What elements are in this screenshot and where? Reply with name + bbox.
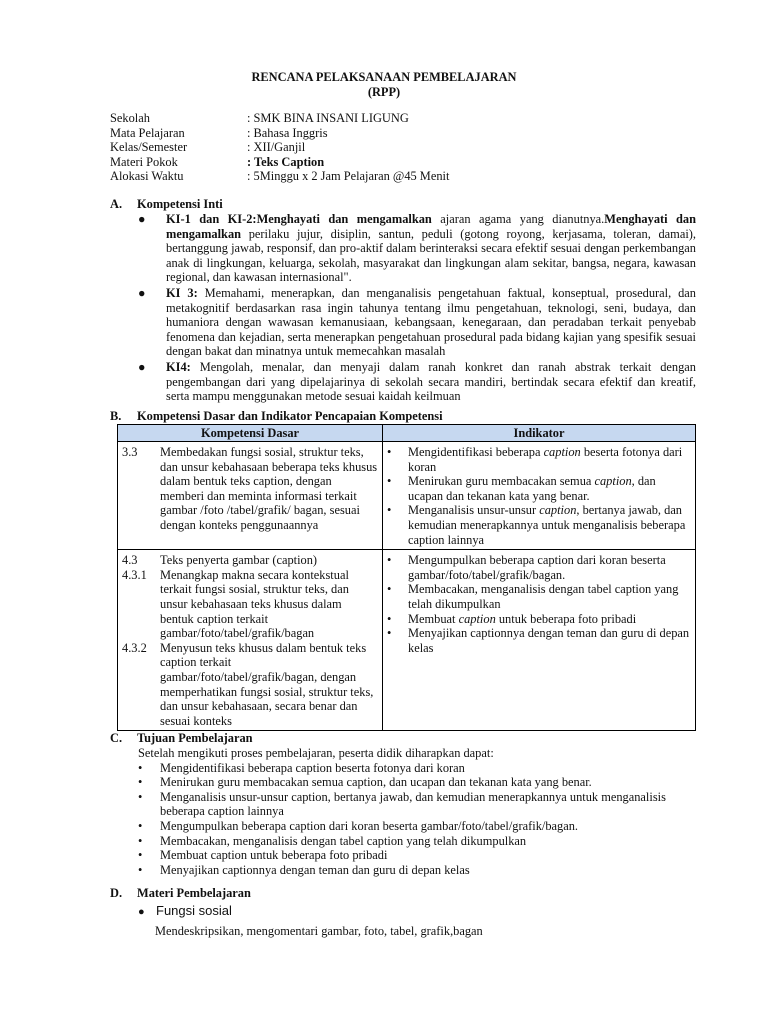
list-item [387, 612, 691, 627]
meta-label: Alokasi Waktu [110, 169, 184, 184]
bullet-icon: • [138, 862, 143, 877]
list-item-ki3 [138, 286, 696, 359]
document-title: RENCANA PELAKSANAAN PEMBELAJARAN [251, 70, 517, 84]
bullet-icon: ● [138, 359, 146, 374]
meta-value: : 5Minggu x 2 Jam Pelajaran @45 Menit [247, 169, 450, 184]
ki1-label: KI-1 dan KI-2:Menghayati dan mengamalkan [166, 212, 432, 226]
indikator-text: Mengumpulkan beberapa caption dari koran beserta gambar/foto/tabel/grafik/bagan. [408, 553, 666, 582]
list-item [387, 553, 691, 582]
section-title: Kompetensi Dasar dan Indikator Pencapaian Kompetensi [137, 409, 443, 423]
tujuan-text: Mengumpulkan beberapa caption dari koran beserta gambar/foto/tabel/grafik/bagan. [160, 818, 579, 833]
kd-text: Menyusun teks khusus dalam bentuk teks caption terkait gambar/foto/tabel/grafik/bagan, dengan memperhatikan fungsi sosial, struktur teks, dan unsur kebahasaan, secara benar dan sesuai konteks [160, 640, 374, 728]
bullet-icon: • [387, 626, 392, 641]
kompetensi-inti-list [138, 212, 696, 405]
list-item [138, 848, 698, 863]
table-row [118, 550, 696, 731]
ki3-text: Memahami, menerapkan, dan menganalisis pengetahuan faktual, konseptual, prosedural, dan metakognitif berdasarkan rasa ingin tahunya tentang ilmu pengetahuan, teknologi, seni, budaya, dan humaniora dengan wawasan kemanusiaan, kebangsaan, kenegaraan, dan peradaban terkait penyebab fenomena dan kejadian, serta menerapkan pengetahuan prosedural pada bidang kajian yang spesifik sesuai dengan bakat dan minatnya untuk memecahkan masalah [166, 285, 696, 359]
indikator-text: Menganalisis unsur-unsur [408, 503, 540, 518]
meta-value: : Teks Caption [247, 154, 325, 169]
kd-text: Teks penyerta gambar (caption) [160, 553, 318, 568]
ki3-label: KI 3: [166, 285, 198, 300]
indikator-text: Mengidentifikasi beberapa [408, 445, 544, 459]
section-b-heading [110, 409, 443, 424]
bullet-icon: • [387, 611, 392, 626]
list-item [387, 445, 691, 474]
bullet-icon: • [138, 848, 143, 863]
kd-number: 3.3 [122, 445, 138, 459]
tujuan-text: Mengidentifikasi beberapa caption beserta fotonya dari koran [160, 760, 465, 775]
indikator-emphasis: caption [458, 611, 496, 626]
indikator-text: , bertanya jawab, dan kemudian menerapkannya untuk menganalisis beberapa caption lainnya [408, 503, 686, 547]
document-title-block [0, 70, 768, 99]
kd-cell [118, 442, 383, 550]
meta-value: : SMK BINA INSANI LIGUNG [247, 111, 409, 125]
bullet-icon: • [387, 553, 392, 568]
indikator-text: Menyajikan captionnya dengan teman dan guru di depan kelas [408, 626, 690, 655]
bullet-icon: ● [138, 212, 146, 226]
ki1-emphasis: Menghayati dan mengamalkan [166, 212, 697, 241]
meta-label: Kelas/Semester [110, 140, 188, 155]
tujuan-intro: Setelah mengikuti proses pembelajaran, peserta didik diharapkan dapat: [138, 746, 494, 760]
indikator-emphasis: caption [539, 503, 577, 518]
materi-description: Mendeskripsikan, mengomentari gambar, foto, tabel, grafik,bagan [155, 924, 483, 938]
meta-label: Mata Pelajaran [110, 125, 185, 140]
bullet-icon: • [138, 760, 143, 775]
indikator-text: beserta fotonya dari koran [408, 445, 683, 474]
section-c-heading [110, 731, 253, 746]
bullet-icon: • [387, 474, 392, 489]
indikator-emphasis: caption [594, 474, 632, 489]
bullet-icon: ● [138, 285, 146, 300]
indikator-cell [383, 442, 696, 550]
column-header-indikator: Indikator [383, 425, 696, 442]
meta-row-alokasi [110, 169, 449, 184]
tujuan-text: Membacakan, menganalisis dengan tabel caption yang telah dikumpulkan [160, 833, 527, 848]
ki1-text-cont: perilaku jujur, disiplin, santun, peduli (gotong royong, kerjasama, toleran, damai), bertanggung jawab, responsif, dan pro-aktif dalam berinteraksi secara efektif sesuai dengan perkembangan anak di lingkungan, keluarga, sekolah, masyarakat dan lingkungan alam sekitar, bangsa, negara, kawasan regional, dan kawasan internasional". [166, 226, 696, 285]
indikator-text: Membuat [408, 611, 459, 626]
tujuan-text: Menirukan guru membacakan semua caption, dan ucapan dan tekanan kata yang benar. [160, 775, 592, 790]
list-item [138, 819, 698, 834]
section-letter: A. [110, 197, 123, 211]
indikator-text: , dan ucapan dan tekanan kata yang benar. [408, 474, 656, 503]
indikator-cell [383, 550, 696, 731]
section-a-heading [110, 197, 223, 212]
column-header-kd: Kompetensi Dasar [118, 425, 383, 442]
meta-value: : Bahasa Inggris [247, 125, 328, 140]
meta-row-kelas [110, 140, 449, 155]
section-title: Kompetensi Inti [137, 197, 223, 211]
bullet-icon: • [138, 775, 143, 790]
kd-number: 4.3.2 [122, 640, 147, 655]
meta-label: Sekolah [110, 111, 150, 125]
kd-indikator-table [117, 424, 696, 731]
meta-label: Materi Pokok [110, 154, 178, 169]
kd-number: 4.3.1 [122, 567, 147, 582]
section-letter: B. [110, 409, 122, 423]
indikator-text: Menirukan guru membacakan semua [408, 474, 595, 489]
ki4-label: KI4: [166, 359, 191, 374]
section-letter: D. [110, 886, 123, 900]
kd-number: 4.3 [122, 553, 138, 568]
list-item [138, 761, 698, 776]
list-item [387, 582, 691, 611]
section-letter: C. [110, 731, 123, 745]
bullet-icon: • [387, 582, 392, 597]
section-title: Tujuan Pembelajaran [137, 731, 253, 745]
tujuan-text: Menganalisis unsur-unsur caption, bertanya jawab, dan kemudian menerapkannya untuk menganalisis beberapa caption lainnya [160, 789, 666, 819]
section-title: Materi Pembelajaran [137, 886, 251, 900]
kd-cell [118, 550, 383, 731]
kd-text: Membedakan fungsi sosial, struktur teks, dan unsur kebahasaan beberapa teks khusus dalam bentuk teks caption, dengan memberi dan meminta informasi terkait gambar /foto /tabel/grafik/ bagan, sesuai dengan konteks penggunaannya [160, 445, 378, 532]
table-header-row [118, 425, 696, 442]
bullet-icon: • [387, 503, 392, 518]
bullet-icon: • [387, 445, 392, 459]
identity-block [110, 111, 449, 184]
materi-item-label: Fungsi sosial [156, 903, 232, 918]
meta-row-sekolah [110, 111, 449, 126]
meta-value: : XII/Ganjil [247, 140, 306, 155]
tujuan-text: Menyajikan captionnya dengan teman dan guru di depan kelas [160, 862, 470, 877]
indikator-emphasis: caption [543, 445, 581, 459]
table-row [118, 442, 696, 550]
kd-text: Menangkap makna secara kontekstual terkait fungsi sosial, struktur teks, dan unsur kebahasaan teks khusus dalam bentuk caption terkait gambar/foto/tabel/grafik/bagan [160, 567, 349, 641]
list-item [138, 775, 698, 790]
list-item-ki1 [138, 212, 696, 285]
meta-row-mapel [110, 126, 449, 141]
indikator-text: untuk beberapa foto pribadi [495, 611, 637, 626]
materi-item [138, 904, 232, 920]
bullet-icon: ● [138, 906, 145, 918]
list-item [138, 863, 698, 878]
list-item [387, 474, 691, 503]
bullet-icon: • [138, 833, 143, 848]
document-subtitle: (RPP) [367, 84, 401, 99]
list-item [387, 503, 691, 547]
ki1-text: ajaran agama yang dianutnya. [431, 212, 605, 226]
indikator-text: Membacakan, menganalisis dengan tabel caption yang telah dikumpulkan [408, 582, 679, 611]
list-item [138, 834, 698, 849]
list-item-ki4 [138, 360, 696, 404]
section-d-heading [110, 886, 251, 901]
tujuan-text: Membuat caption untuk beberapa foto pribadi [160, 848, 388, 863]
tujuan-list [138, 746, 698, 877]
bullet-icon: • [138, 789, 143, 804]
meta-row-materi [110, 155, 449, 170]
ki4-text: Mengolah, menalar, dan menyaji dalam ranah konkret dan ranah abstrak terkait dengan pengembangan dari yang dipelajarinya di sekolah secara mandiri, bertindak secara efektif dan kreatif, serta mampu menggunakan metode sesuai kaidah keilmuan [166, 359, 696, 404]
list-item [387, 626, 691, 655]
list-item [138, 790, 698, 819]
bullet-icon: • [138, 818, 143, 833]
